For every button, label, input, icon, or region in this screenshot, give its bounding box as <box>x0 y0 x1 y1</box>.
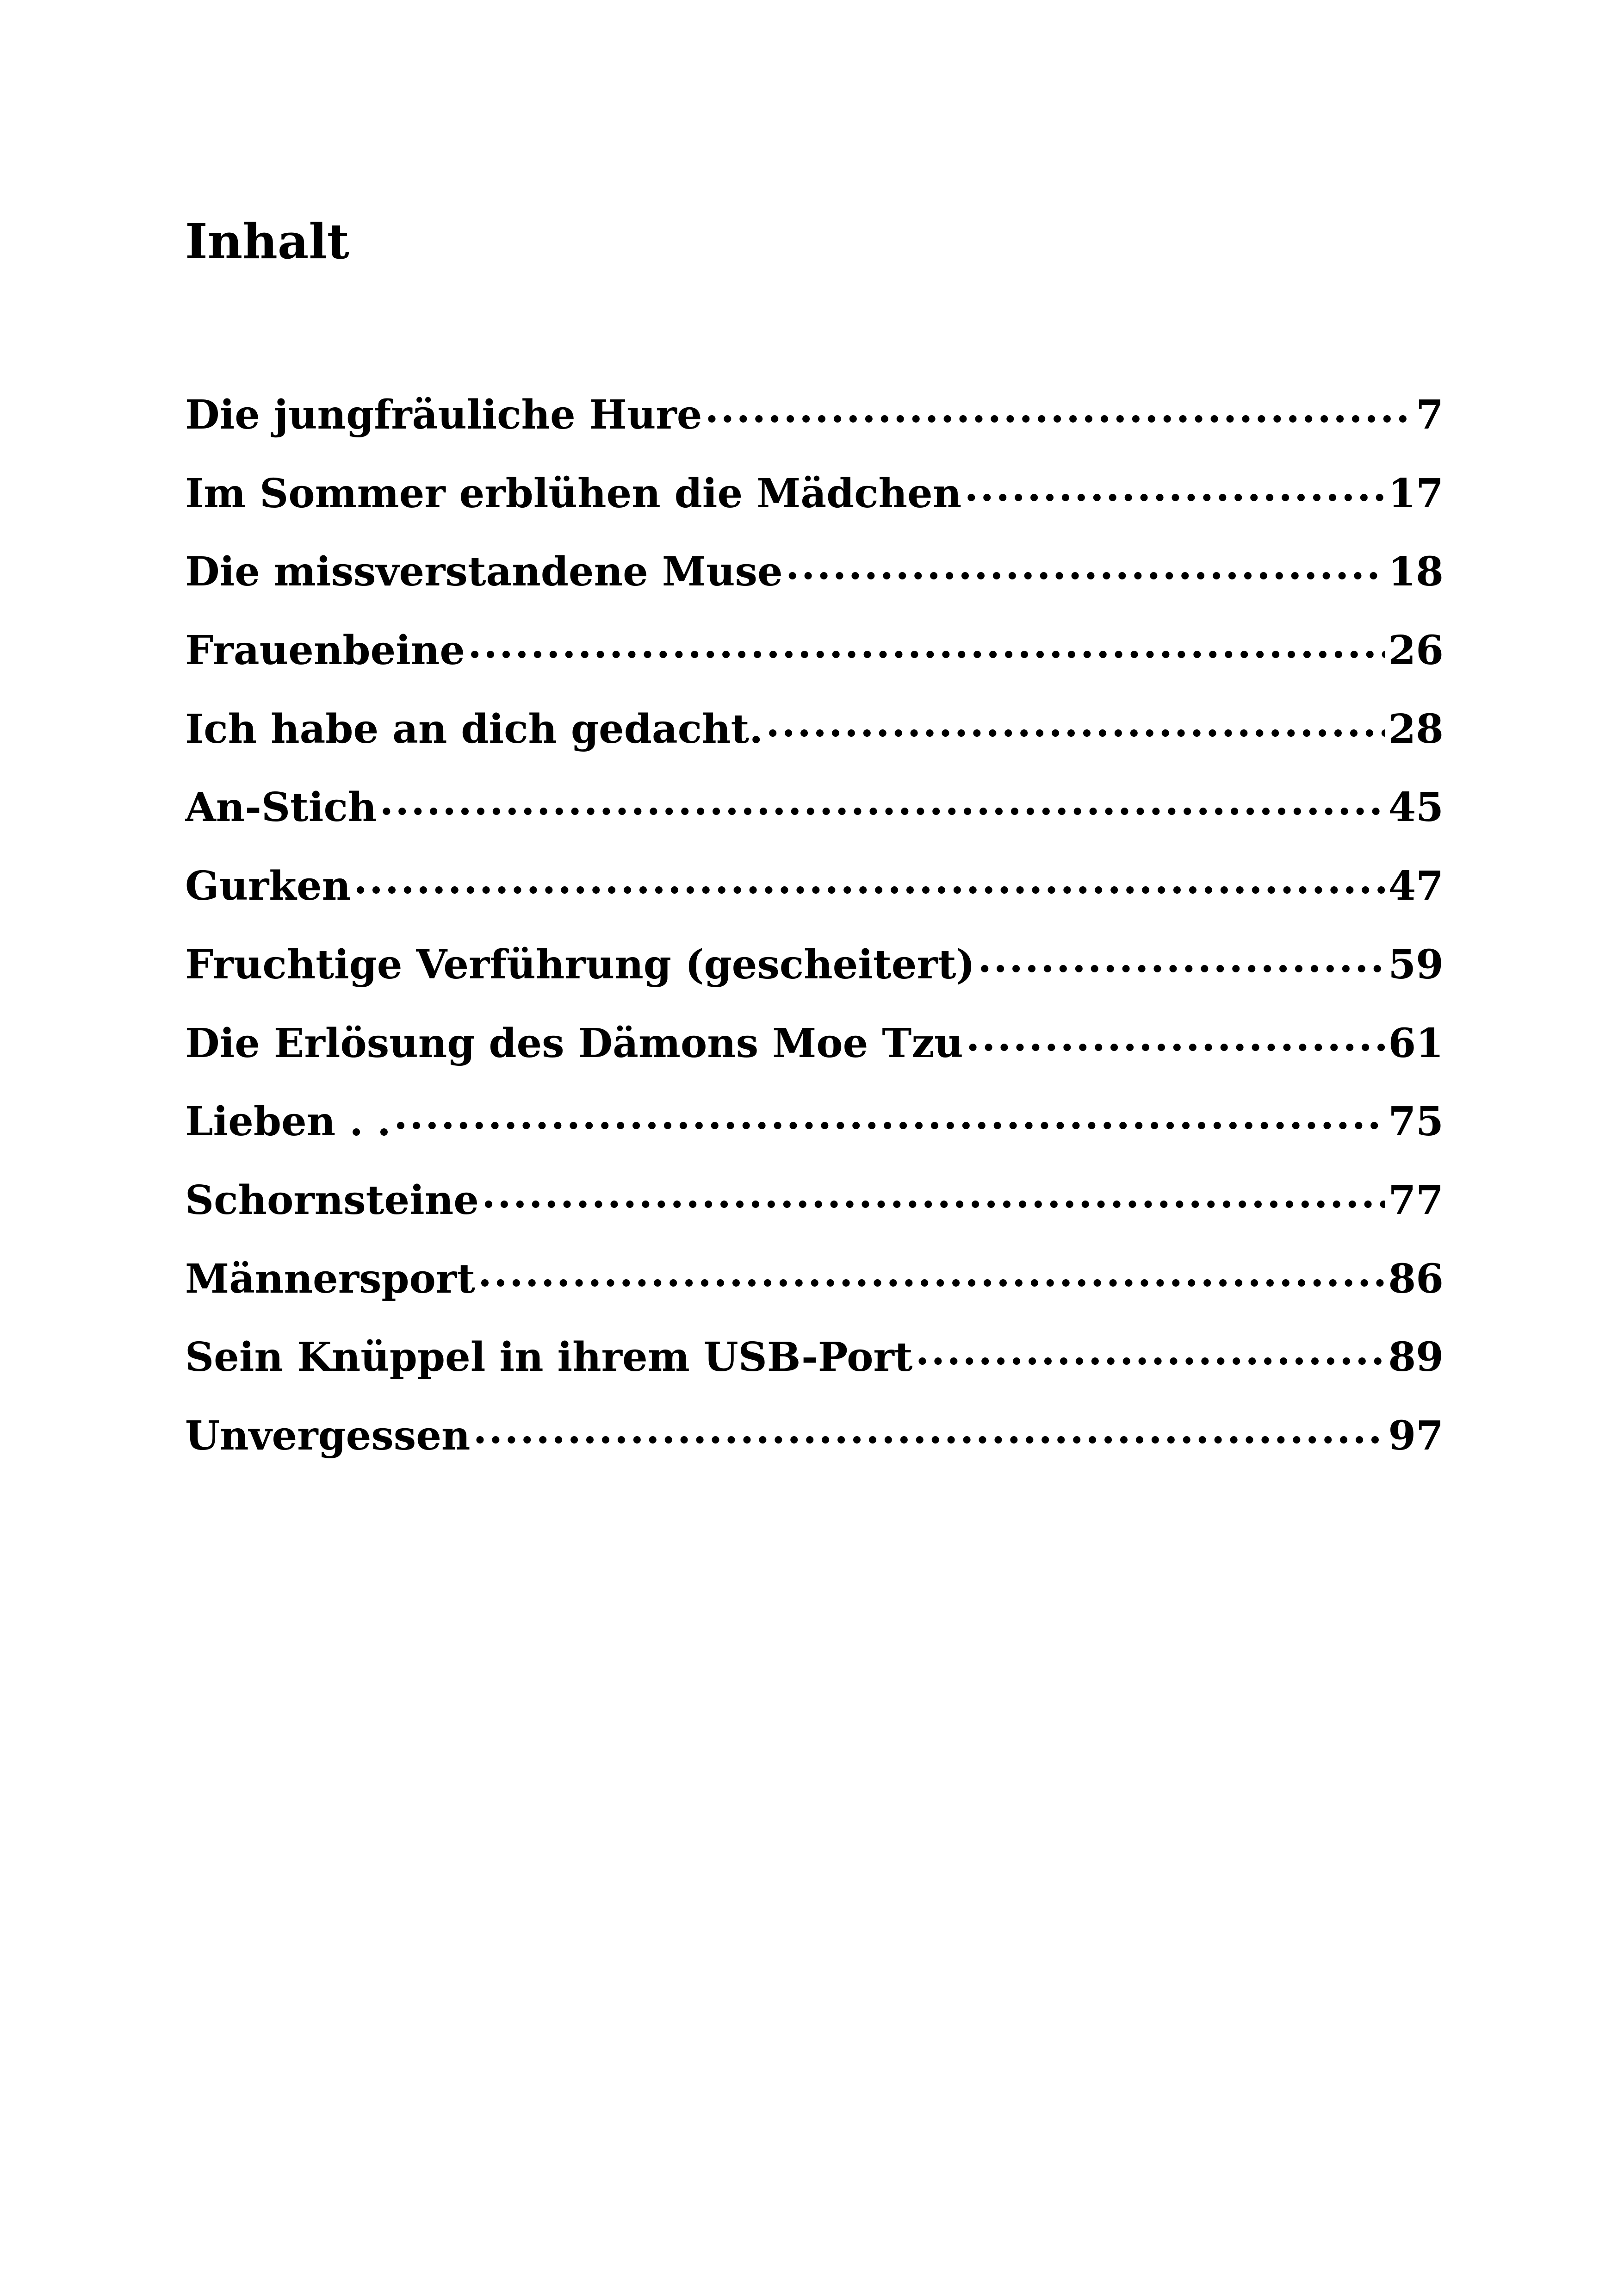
dot-leader <box>353 860 1385 900</box>
toc-entry-title: An-Stich <box>185 784 377 831</box>
toc-entry-title: Männersport <box>185 1255 475 1302</box>
toc-entry <box>185 467 1444 546</box>
toc-entry-page-number: 7 <box>1416 392 1444 438</box>
toc-entry <box>185 1253 1444 1332</box>
toc-entry-title: Die missverstandene Muse <box>185 548 783 596</box>
toc-entry-page-number: 18 <box>1388 548 1444 596</box>
toc-entry <box>185 1095 1444 1174</box>
toc-entry-page-number: 77 <box>1388 1176 1444 1224</box>
page-title: Inhalt <box>185 213 349 270</box>
dot-leader <box>482 1174 1385 1214</box>
toc-entry <box>185 939 1444 1017</box>
toc-entry <box>185 1331 1444 1410</box>
toc-entry-title: Die Erlösung des Dämons Moe Tzu <box>185 1020 963 1067</box>
toc-entry-page-number: 59 <box>1388 941 1444 988</box>
toc-entry-title: Frauenbeine <box>185 627 465 674</box>
dot-leader <box>786 546 1386 585</box>
dot-leader <box>473 1410 1385 1450</box>
toc-entry <box>185 781 1444 860</box>
toc-entry-page-number: 97 <box>1388 1412 1444 1459</box>
dot-leader <box>766 703 1385 743</box>
table-of-contents <box>185 389 1444 1488</box>
toc-entry-title: Schornsteine <box>185 1176 479 1224</box>
toc-entry-page-number: 61 <box>1388 1020 1444 1067</box>
dot-leader <box>964 467 1385 507</box>
dot-leader <box>468 624 1385 664</box>
toc-entry-page-number: 45 <box>1388 784 1444 831</box>
dot-leader <box>966 1017 1386 1057</box>
dot-leader <box>915 1331 1385 1371</box>
toc-entry <box>185 546 1444 624</box>
toc-entry-page-number: 26 <box>1388 627 1444 674</box>
toc-entry-title: Die jungfräuliche Hure <box>185 392 702 438</box>
toc-entry-title: Im Sommer erblühen die Mädchen <box>185 470 962 517</box>
toc-entry-page-number: 28 <box>1388 705 1444 753</box>
toc-entry-page-number: 86 <box>1388 1255 1444 1302</box>
toc-entry-title: Unvergessen <box>185 1412 471 1459</box>
toc-entry-page-number: 75 <box>1388 1098 1444 1145</box>
toc-entry <box>185 860 1444 939</box>
toc-entry <box>185 1410 1444 1488</box>
toc-entry <box>185 703 1444 782</box>
dot-leader <box>394 1095 1385 1135</box>
dot-leader <box>978 939 1385 978</box>
toc-entry-page-number: 17 <box>1388 470 1444 517</box>
dot-leader <box>705 389 1413 429</box>
toc-entry-title: Sein Knüppel in ihrem USB-Port <box>185 1334 913 1381</box>
toc-entry <box>185 1174 1444 1253</box>
toc-entry-title: Ich habe an dich gedacht. <box>185 705 763 753</box>
toc-entry-page-number: 89 <box>1388 1334 1444 1381</box>
toc-entry-title: Lieben . . <box>185 1098 391 1145</box>
dot-leader <box>478 1253 1385 1293</box>
toc-entry <box>185 389 1444 467</box>
toc-entry <box>185 1017 1444 1096</box>
toc-entry-page-number: 47 <box>1388 863 1444 910</box>
toc-entry-title: Gurken <box>185 863 351 910</box>
toc-entry-title: Fruchtige Verführung (gescheitert) <box>185 941 975 988</box>
toc-entry <box>185 624 1444 703</box>
dot-leader <box>379 781 1385 821</box>
